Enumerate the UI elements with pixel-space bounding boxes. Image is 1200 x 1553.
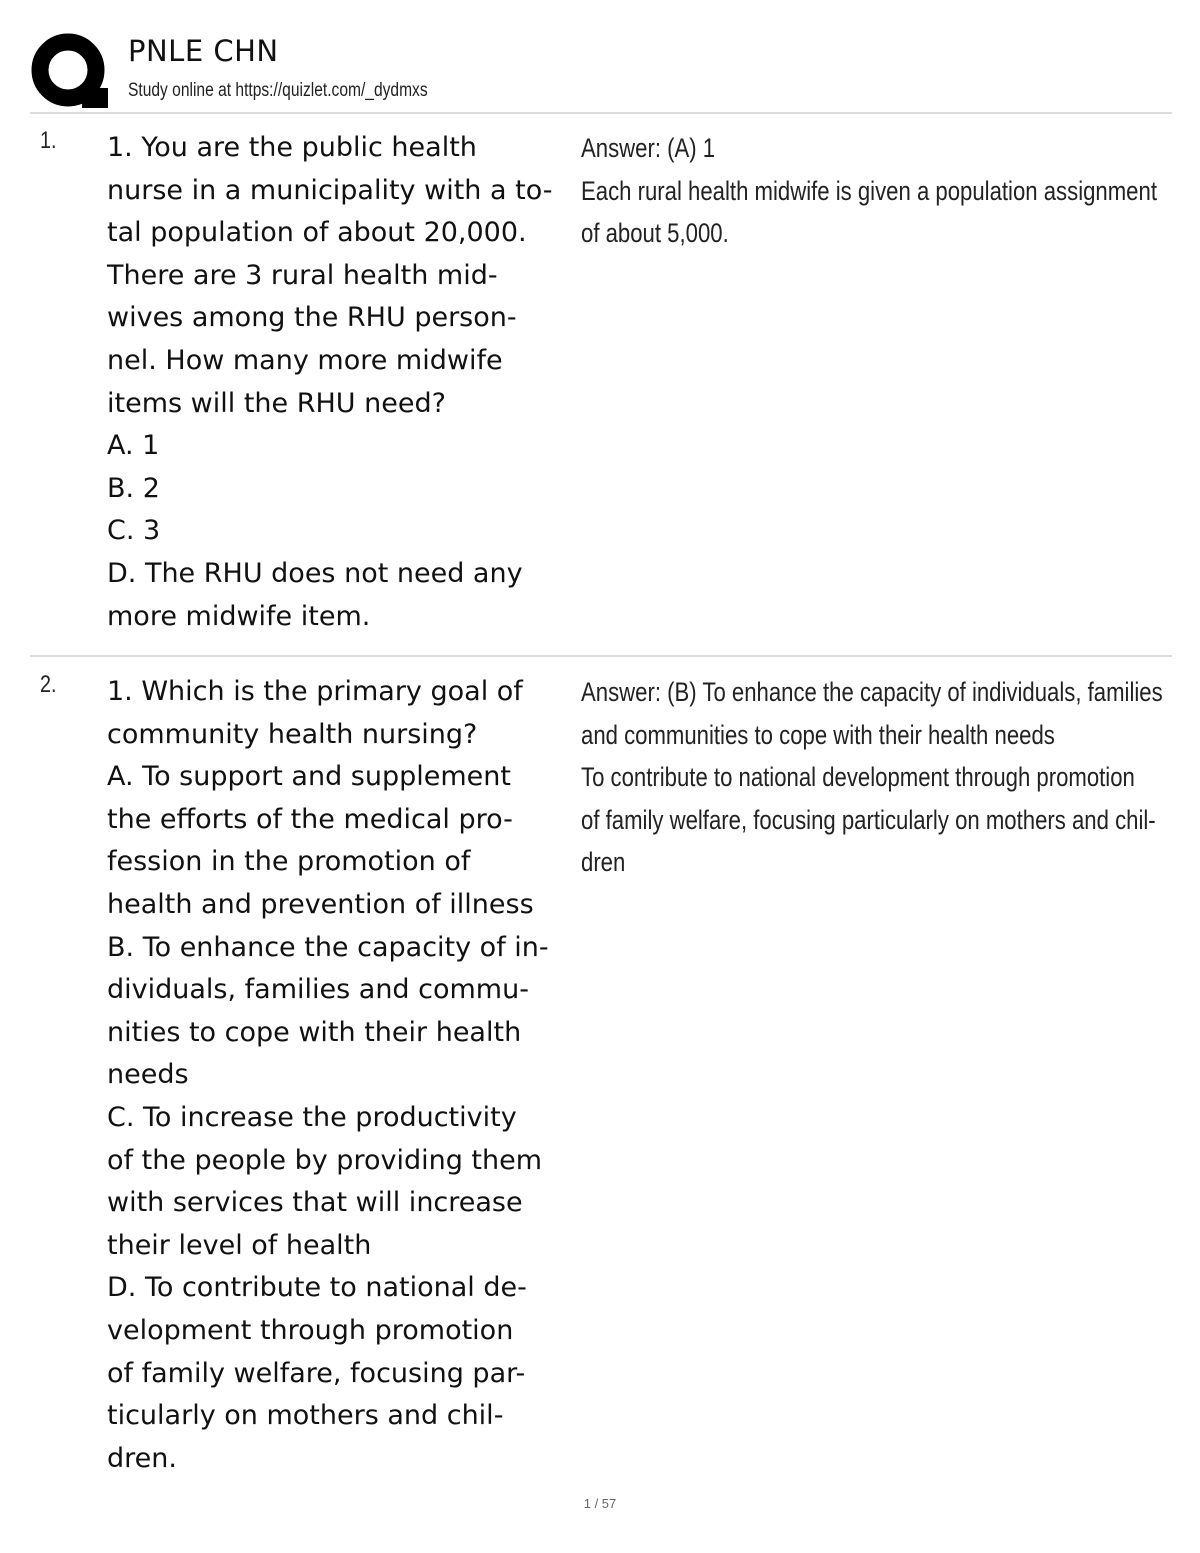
divider [30, 655, 1172, 657]
card-number: 1. [40, 127, 57, 154]
answer-text: Answer: (A) 1 Each rural health midwife is given a population assignment of about 5,000. [581, 133, 1157, 249]
question-text: 1. Which is the primary goal of community health nursing? A. To support and supplement the efforts of the medical pro- fession in the promotion of health and prevention of illness B. To enhance the capacity of in- dividuals, families and commu- nities to cope with their health needs C. To increase the productivity of the people by providing them with services that will increase their level of health D. To contribute to national de- velopment through promotion of family welfare, focusing par- ticularly on mothers and chil- dren. [107, 676, 549, 1474]
card-number: 2. [40, 671, 57, 698]
study-link-text: Study online at https://quizlet.com/_dydmxs [128, 80, 428, 101]
page-number: 1 / 57 [583, 1496, 617, 1511]
quizlet-logo-icon [30, 32, 110, 112]
question-text: 1. You are the public health nurse in a municipality with a to- tal population of about 20,000. There are 3 rural health mid- wives among the RHU person- nel. How many more midwife items will the RHU need? A. 1 B. 2 C. 3 D. The RHU does not need any more midwife item. [107, 132, 553, 632]
divider [30, 112, 1172, 114]
answer-text: Answer: (B) To enhance the capacity of individuals, families and communities to cope with their health needs To contribute to national development through promotion of family welfare, focusing particularly on mothers and chil- dren [581, 677, 1163, 878]
page-header [30, 28, 1172, 114]
set-title: PNLE CHN [128, 34, 279, 68]
